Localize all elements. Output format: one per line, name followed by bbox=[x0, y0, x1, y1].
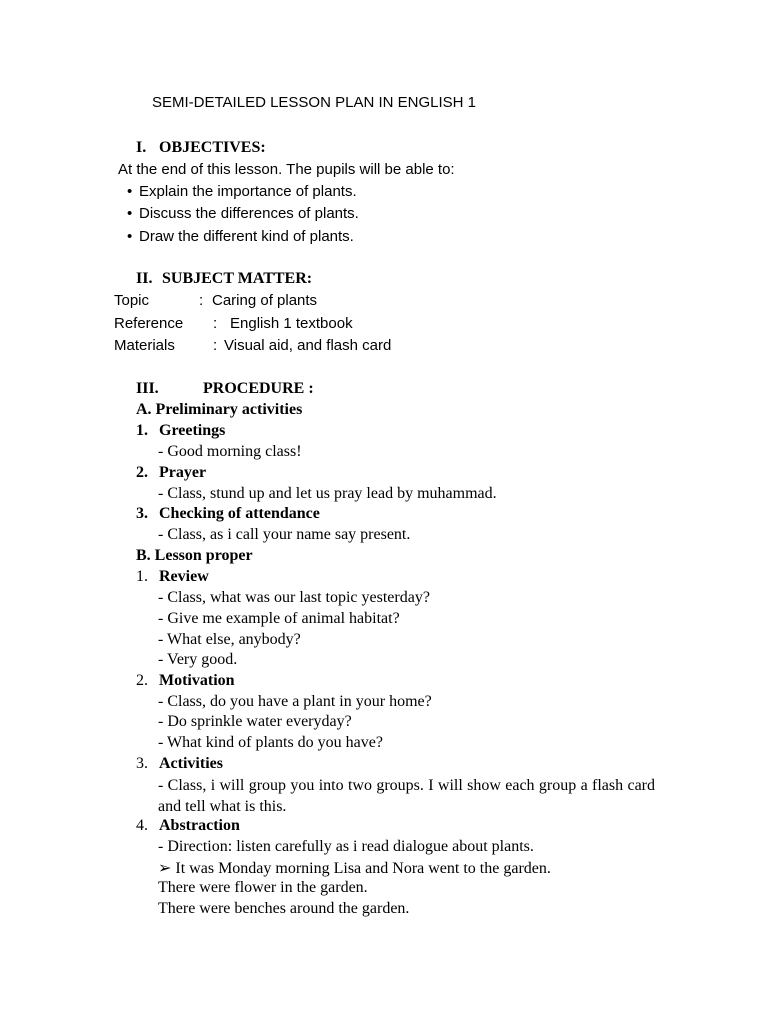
prayer-line: - Class, stund up and let us pray lead by muhammad. bbox=[158, 485, 497, 502]
abstraction-line: There were flower in the garden. bbox=[158, 879, 368, 896]
preliminary-activities-label: A. Preliminary activities bbox=[136, 401, 303, 418]
subject-label-reference: Reference bbox=[114, 315, 184, 332]
prayer-title: Prayer bbox=[159, 464, 207, 481]
item-number: 3. bbox=[136, 505, 148, 522]
abstraction-line: - Direction: listen carefully as i read dialogue about plants. bbox=[158, 838, 534, 855]
item-number: 1. bbox=[136, 568, 148, 585]
review-line: - Very good. bbox=[158, 651, 238, 668]
item-number: 2. bbox=[136, 464, 148, 481]
abstraction-line: There were benches around the garden. bbox=[158, 900, 410, 917]
subject-value-reference: English 1 textbook bbox=[230, 315, 353, 332]
motivation-title: Motivation bbox=[159, 672, 235, 689]
greetings-title: Greetings bbox=[159, 422, 226, 439]
subject-value-materials: Visual aid, and flash card bbox=[224, 337, 392, 354]
procedure-heading-number: III. bbox=[136, 380, 159, 397]
review-line: - What else, anybody? bbox=[158, 631, 301, 648]
motivation-line: - Do sprinkle water everyday? bbox=[158, 713, 352, 730]
objective-bullet: • Discuss the differences of plants. bbox=[127, 205, 359, 222]
document-title: SEMI-DETAILED LESSON PLAN IN ENGLISH 1 bbox=[152, 94, 476, 111]
item-number: 2. bbox=[136, 672, 148, 689]
subject-value-topic: Caring of plants bbox=[212, 292, 318, 309]
item-number: 3. bbox=[136, 755, 148, 772]
subject-label-materials: Materials bbox=[114, 337, 175, 354]
abstraction-line: ➢ It was Monday morning Lisa and Nora went to the garden. bbox=[158, 860, 551, 877]
item-number: 1. bbox=[136, 422, 148, 439]
subject-colon: : bbox=[213, 337, 218, 354]
subject-matter-heading: SUBJECT MATTER: bbox=[162, 270, 313, 287]
bullet-icon: • bbox=[127, 183, 133, 200]
objectives-intro: At the end of this lesson. The pupils will be able to: bbox=[118, 161, 455, 178]
activities-title: Activities bbox=[159, 755, 223, 772]
bullet-icon: • bbox=[127, 205, 133, 222]
objective-bullet: • Draw the different kind of plants. bbox=[127, 228, 354, 245]
attendance-title: Checking of attendance bbox=[159, 505, 320, 522]
objective-bullet: • Explain the importance of plants. bbox=[127, 183, 357, 200]
item-number: 4. bbox=[136, 817, 148, 834]
subject-colon: : bbox=[199, 292, 204, 309]
lesson-proper-label: B. Lesson proper bbox=[136, 547, 253, 564]
objectives-heading-number: I. bbox=[136, 139, 147, 156]
bullet-icon: • bbox=[127, 228, 133, 245]
review-line: - Class, what was our last topic yesterday? bbox=[158, 589, 430, 606]
objectives-heading: OBJECTIVES: bbox=[159, 139, 266, 156]
motivation-line: - Class, do you have a plant in your home? bbox=[158, 693, 432, 710]
greetings-line: - Good morning class! bbox=[158, 443, 302, 460]
review-title: Review bbox=[159, 568, 209, 585]
subject-colon: : bbox=[213, 315, 218, 332]
review-line: - Give me example of animal habitat? bbox=[158, 610, 400, 627]
subject-label-topic: Topic bbox=[114, 292, 150, 309]
activities-text: - Class, i will group you into two groups. I will show each group a flash card and tell what is this. bbox=[158, 777, 655, 815]
abstraction-title: Abstraction bbox=[159, 817, 240, 834]
subject-matter-heading-number: II. bbox=[136, 270, 153, 287]
attendance-line: - Class, as i call your name say present. bbox=[158, 526, 411, 543]
procedure-heading: PROCEDURE : bbox=[203, 380, 314, 397]
motivation-line: - What kind of plants do you have? bbox=[158, 734, 383, 751]
